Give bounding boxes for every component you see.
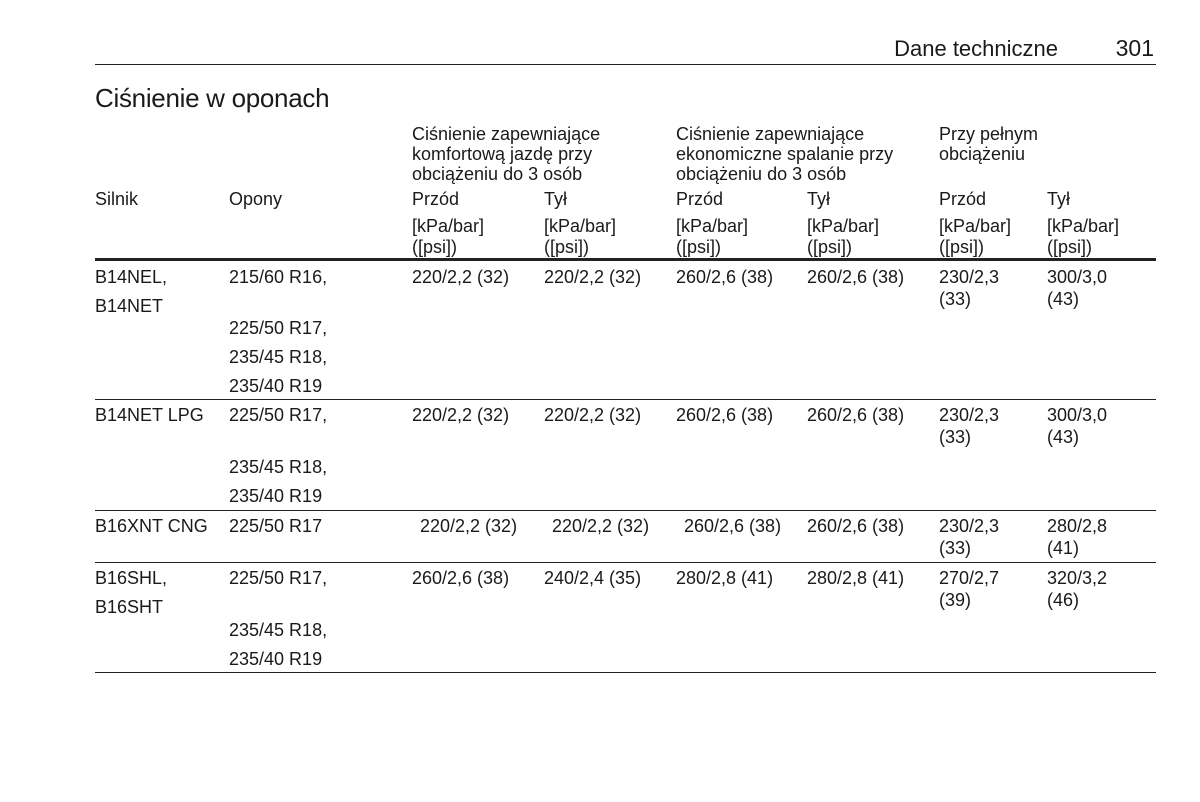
column-header-rear: Tył: [544, 189, 568, 209]
pressure-value: 240/2,4 (35): [544, 568, 642, 588]
group-header-line: obciążeniu do 3 osób: [676, 164, 847, 184]
pressure-value: 230/2,3: [939, 405, 1000, 425]
pressure-value: 220/2,2 (32): [552, 516, 650, 536]
row-divider: [95, 562, 1156, 563]
row-divider: [95, 510, 1156, 511]
engine-name: B14NEL,: [95, 267, 168, 287]
pressure-value: 220/2,2 (32): [544, 267, 642, 287]
unit-label: ([psi]): [676, 237, 721, 257]
pressure-value: 300/3,0: [1047, 405, 1108, 425]
tyre-size: 235/45 R18,: [229, 457, 328, 477]
unit-label: ([psi]): [939, 237, 984, 257]
engine-name: B16SHT: [95, 597, 164, 617]
tyre-size: 235/45 R18,: [229, 347, 328, 367]
pressure-value: 300/3,0: [1047, 267, 1108, 287]
column-header-front: Przód: [939, 189, 987, 209]
unit-label: [kPa/bar]: [939, 216, 1012, 236]
header-divider: [95, 258, 1156, 261]
page-number: 301: [1115, 35, 1154, 61]
pressure-value: 220/2,2 (32): [420, 516, 518, 536]
column-header-tyres: Opony: [229, 189, 283, 209]
pressure-value: 230/2,3: [939, 516, 1000, 536]
pressure-value: (33): [939, 289, 972, 309]
pressure-value: (39): [939, 590, 972, 610]
group-header-line: Ciśnienie zapewniające: [412, 124, 601, 144]
column-header-front: Przód: [412, 189, 460, 209]
tyre-size: 225/50 R17,: [229, 405, 328, 425]
engine-name: B16XNT CNG: [95, 516, 208, 536]
unit-label: [kPa/bar]: [807, 216, 880, 236]
pressure-value: 280/2,8 (41): [676, 568, 774, 588]
row-divider: [95, 672, 1156, 673]
tyre-size: 235/40 R19: [229, 376, 323, 396]
pressure-value: 260/2,6 (38): [807, 267, 905, 287]
pressure-value: 260/2,6 (38): [676, 267, 774, 287]
pressure-value: 220/2,2 (32): [544, 405, 642, 425]
group-header-line: komfortową jazdę przy: [412, 144, 593, 164]
group-header-line: obciążeniu: [939, 144, 1026, 164]
pressure-value: (46): [1047, 590, 1080, 610]
column-header-rear: Tył: [807, 189, 831, 209]
pressure-value: 260/2,6 (38): [807, 405, 905, 425]
pressure-value: 320/3,2: [1047, 568, 1108, 588]
unit-label: [kPa/bar]: [412, 216, 485, 236]
unit-label: ([psi]): [412, 237, 457, 257]
column-header-engine: Silnik: [95, 189, 139, 209]
unit-label: ([psi]): [1047, 237, 1092, 257]
page-header: [95, 34, 1156, 65]
engine-name: B16SHL,: [95, 568, 168, 588]
pressure-value: 220/2,2 (32): [412, 267, 510, 287]
tyre-size: 235/40 R19: [229, 486, 323, 506]
row-divider: [95, 399, 1156, 400]
pressure-value: (33): [939, 538, 972, 558]
column-header-front: Przód: [676, 189, 724, 209]
pressure-value: 260/2,6 (38): [412, 568, 510, 588]
tyre-size: 225/50 R17,: [229, 568, 328, 588]
pressure-value: (33): [939, 427, 972, 447]
engine-name: B14NET: [95, 296, 164, 316]
unit-label: [kPa/bar]: [544, 216, 617, 236]
tyre-size: 225/50 R17: [229, 516, 323, 536]
group-header-line: Ciśnienie zapewniające: [676, 124, 865, 144]
unit-label: ([psi]): [807, 237, 852, 257]
group-header-line: Przy pełnym: [939, 124, 1039, 144]
tyre-size: 235/40 R19: [229, 649, 323, 669]
engine-name: B14NET LPG: [95, 405, 204, 425]
pressure-value: 260/2,6 (38): [676, 405, 774, 425]
unit-label: ([psi]): [544, 237, 589, 257]
unit-label: [kPa/bar]: [1047, 216, 1120, 236]
page-title: Ciśnienie w oponach: [95, 83, 330, 113]
tyre-size: 215/60 R16,: [229, 267, 328, 287]
pressure-value: 220/2,2 (32): [412, 405, 510, 425]
column-header-rear: Tył: [1047, 189, 1071, 209]
pressure-value: 280/2,8: [1047, 516, 1108, 536]
pressure-value: (43): [1047, 427, 1080, 447]
group-header-line: ekonomiczne spalanie przy: [676, 144, 894, 164]
pressure-value: (43): [1047, 289, 1080, 309]
pressure-value: (41): [1047, 538, 1080, 558]
pressure-value: 260/2,6 (38): [684, 516, 782, 536]
tyre-size: 235/45 R18,: [229, 620, 328, 640]
pressure-value: 270/2,7: [939, 568, 1000, 588]
pressure-value: 280/2,8 (41): [807, 568, 905, 588]
pressure-value: 260/2,6 (38): [807, 516, 905, 536]
pressure-value: 230/2,3: [939, 267, 1000, 287]
group-header-line: obciążeniu do 3 osób: [412, 164, 583, 184]
unit-label: [kPa/bar]: [676, 216, 749, 236]
tyre-size: 225/50 R17,: [229, 318, 328, 338]
section-title: Dane techniczne: [894, 36, 1058, 61]
